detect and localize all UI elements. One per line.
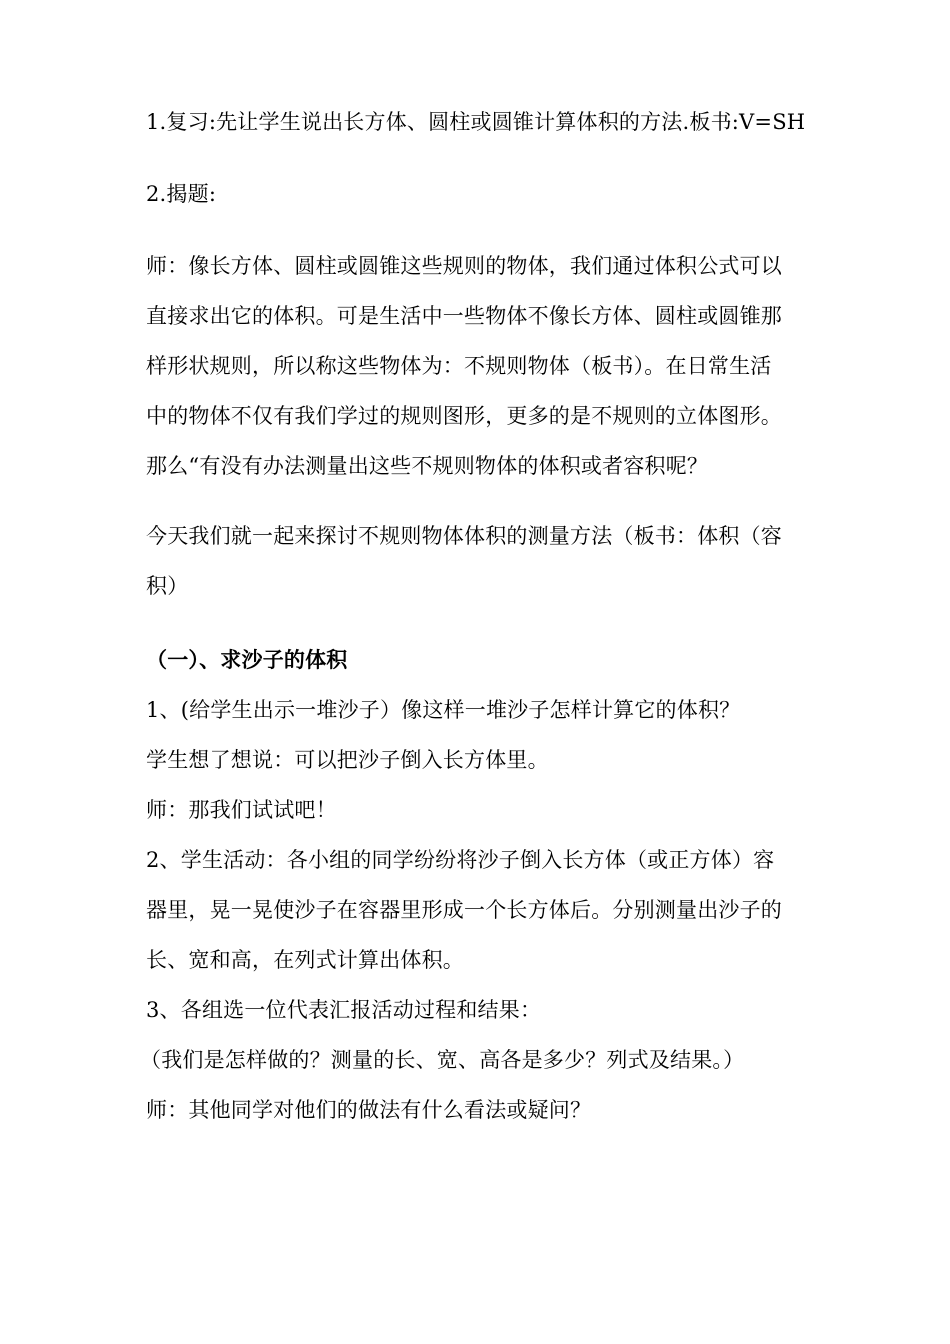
today-line-1: 今天我们就一起来探讨不规则物体体积的测量方法（板书：体积（容 bbox=[146, 524, 782, 548]
step-line-6: 长、宽和高，在列式计算出体积。 bbox=[146, 948, 464, 972]
review-line: 1.复习:先让学生说出长方体、圆柱或圆锥计算体积的方法.板书:V=SH bbox=[146, 110, 806, 134]
teacher-intro-line-1: 师：像长方体、圆柱或圆锥这些规则的物体，我们通过体积公式可以 bbox=[146, 254, 782, 278]
teacher-intro-line-3: 样形状规则，所以称这些物体为：不规则物体（板书）。在日常生活 bbox=[146, 354, 772, 378]
step-line-8: （我们是怎样做的？测量的长、宽、高各是多少？列式及结果。） bbox=[140, 1048, 745, 1072]
step-line-9: 师：其他同学对他们的做法有什么看法或疑问？ bbox=[146, 1098, 592, 1122]
step-line-1: 1、(给学生出示一堆沙子）像这样一堆沙子怎样计算它的体积？ bbox=[146, 698, 741, 722]
teacher-intro-line-2: 直接求出它的体积。可是生活中一些物体不像长方体、圆柱或圆锥那 bbox=[146, 304, 782, 328]
teacher-intro-line-4: 中的物体不仅有我们学过的规则图形，更多的是不规则的立体图形。 bbox=[146, 404, 782, 428]
section-heading: （一）、求沙子的体积 bbox=[146, 647, 348, 672]
step-line-2: 学生想了想说：可以把沙子倒入长方体里。 bbox=[146, 748, 549, 772]
topic-line: 2.揭题: bbox=[146, 182, 217, 206]
step-line-4: 2、学生活动：各小组的同学纷纷将沙子倒入长方体（或正方体）容 bbox=[146, 848, 775, 872]
step-line-3: 师：那我们试试吧！ bbox=[146, 798, 337, 822]
step-line-5: 器里，晃一晃使沙子在容器里形成一个长方体后。分别测量出沙子的 bbox=[146, 898, 782, 922]
step-line-7: 3、各组选一位代表汇报活动过程和结果： bbox=[146, 998, 542, 1022]
teacher-intro-line-5: 那么“有没有办法测量出这些不规则物体的体积或者容积呢？ bbox=[146, 454, 709, 478]
today-line-2: 积） bbox=[146, 574, 189, 598]
